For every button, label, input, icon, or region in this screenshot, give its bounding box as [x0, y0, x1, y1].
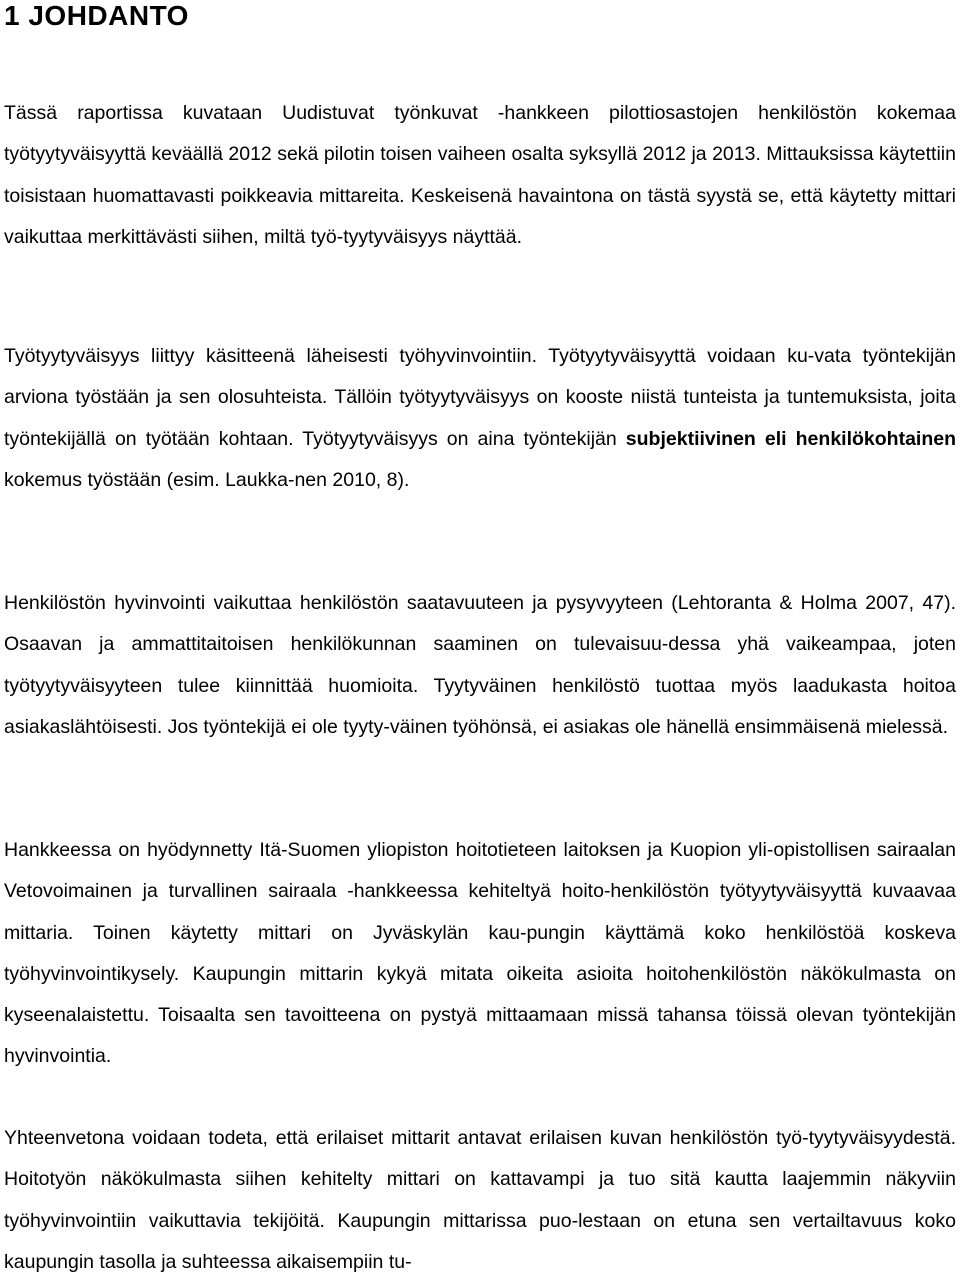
section-heading: 1 JOHDANTO: [4, 0, 189, 31]
paragraph-summary: Yhteenvetona voidaan todeta, että erilaiset mittarit antavat erilaisen kuvan henkilöstön työ-tyytyväisyydestä. Hoitotyön näkökulmasta siihen kehitelty mittari on kattavampi ja tuo sitä kautta laajemmin näkyviin työhyvinvointiin vaikuttavia tekijöitä. Kaupungin mittarissa puo-lestaan on etuna sen vertailtavuus koko kaupungin tasolla ja suhteessa aikaisempiin tu-: [4, 1127, 956, 1273]
paragraph-job-satisfaction: [4, 336, 956, 501]
paragraph-bold-emphasis: subjektiivinen eli henkilökohtainen: [625, 427, 957, 450]
paragraph-text-after: kokemus työstään (esim. Laukka-nen 2010, 8).: [4, 468, 410, 491]
paragraph-project-measures: Hankkeessa on hyödynnetty Itä-Suomen yliopiston hoitotieteen laitoksen ja Kuopion yli-opistollisen sairaalan Vetovoimainen ja turvallinen sairaala -hankkeessa kehiteltyä hoito-henkilöstön työtyytyväisyyttä kuvaavaa mittaria. Toinen käytetty mittari on Jyväskylän kau-pungin käyttämä koko henkilöstöä koskeva työhyvinvointikysely. Kaupungin mittarin kykyä mitata oikeita asioita hoitohenkilöstön näkökulmasta on kyseenalaistettu. Toisaalta sen tavoitteena on pystyä mittaamaan missä tahansa töissä olevan työntekijän hyvinvointia.: [4, 839, 956, 1068]
paragraph-staff-wellbeing: Henkilöstön hyvinvointi vaikuttaa henkilöstön saatavuuteen ja pysyvyyteen (Lehtoranta & Holma 2007, 47). Osaavan ja ammattitaitoisen henkilökunnan saaminen on tulevaisuu-dessa yhä vaikeampaa, joten työtyytyväisyyteen tulee kiinnittää huomioita. Tyytyväinen henkilöstö tuottaa myös laadukasta hoitoa asiakaslähtöisesti. Jos työntekijä ei ole tyyty-väinen työhönsä, ei asiakas ole hänellä ensimmäisenä mielessä.: [4, 592, 956, 738]
paragraph-intro: Tässä raportissa kuvataan Uudistuvat työnkuvat -hankkeen pilottiosastojen henkilöstön kokemaa työtyytyväisyyttä keväällä 2012 sekä pilotin toisen vaiheen osalta syksyllä 2012 ja 2013. Mittauksissa käytettiin toisistaan huomattavasti poikkeavia mittareita. Keskeisenä havaintona on tästä syystä se, että käytetty mittari vaikuttaa merkittävästi siihen, miltä työ-tyytyväisyys näyttää.: [4, 102, 956, 248]
paragraph-text-before: Työtyytyväisyys liittyy käsitteenä läheisesti työhyvinvointiin. Työtyytyväisyyttä voidaan ku-vata työntekijän arviona työstään ja sen olosuhteista. Tällöin työtyytyväisyys on kooste niistä tunteista ja tuntemuksista, joita työntekijällä on työtään kohtaan. Työtyytyväisyys on aina työntekijän: [4, 345, 956, 450]
